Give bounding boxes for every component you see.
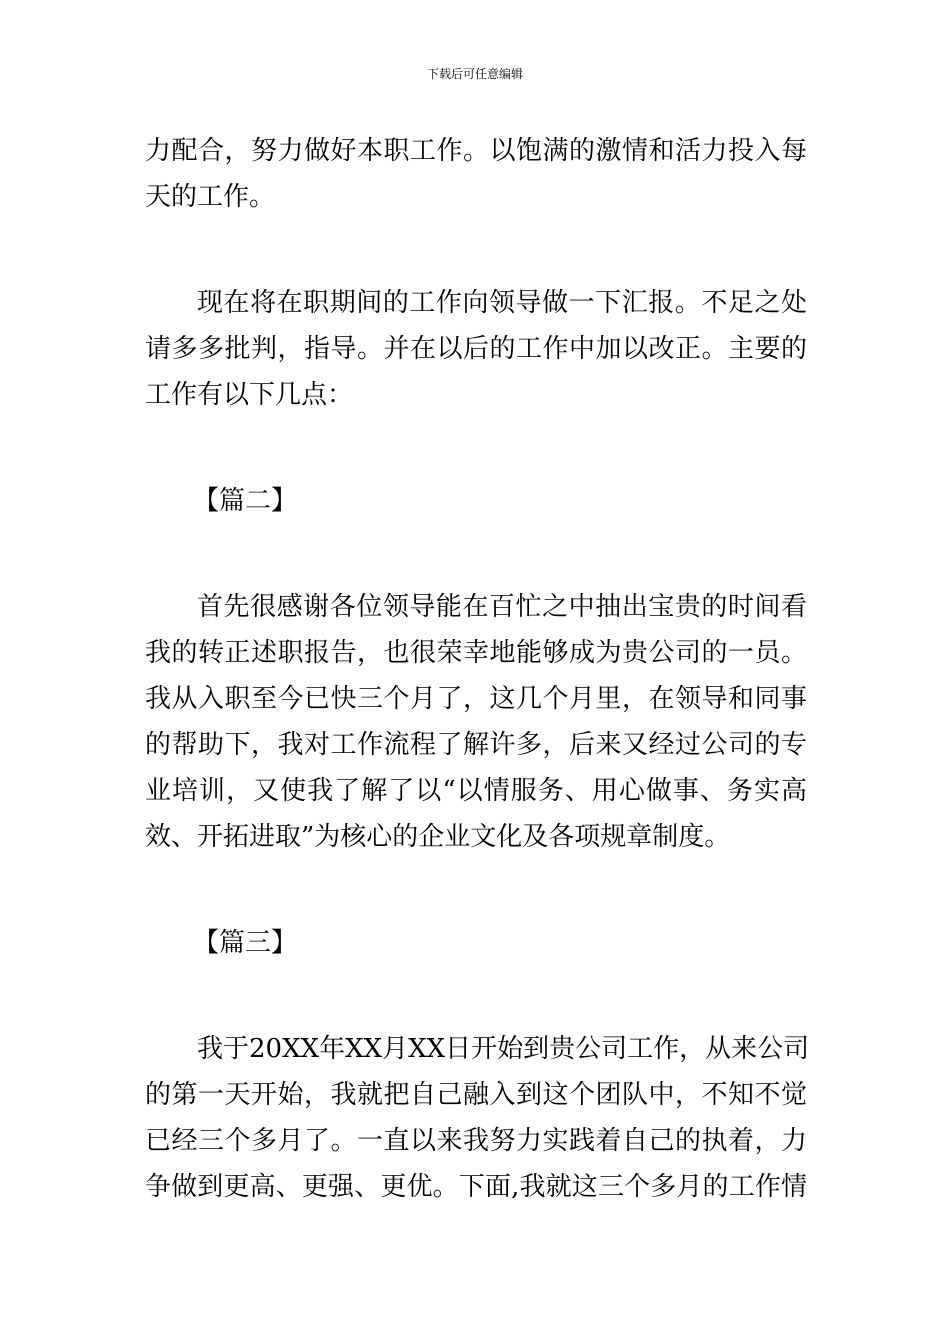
text-line: 争做到更高、更强、更优。下面,我就这三个多月的工作情 — [145, 1172, 807, 1202]
paragraph-continuation — [145, 128, 807, 220]
text-line: 力配合，努力做好本职工作。以饱满的激情和活力投入每 — [145, 136, 807, 166]
section-heading-part-two: 【篇二】 — [193, 486, 298, 516]
text-line: 的帮助下，我对工作流程了解许多，后来又经过公司的专 — [145, 730, 807, 760]
section-heading-part-three: 【篇三】 — [193, 928, 298, 958]
paragraph-gap — [145, 524, 807, 584]
paragraph-gap — [145, 860, 807, 920]
page-header-note: 下载后可任意编辑 — [426, 67, 523, 81]
text-line: 现在将在职期间的工作向领导做一下汇报。不足之处 — [197, 288, 807, 318]
text-line: 首先很感谢各位领导能在百忙之中抽出宝贵的时间看 — [197, 592, 807, 622]
paragraph-gap — [145, 220, 807, 280]
document-body — [145, 128, 810, 1210]
paragraph-part-three — [145, 1026, 810, 1210]
text-line: 我的转正述职报告，也很荣幸地能够成为贵公司的一员。 — [145, 638, 807, 668]
text-line: 请多多批判，指导。并在以后的工作中加以改正。主要的 — [145, 334, 807, 364]
text-line: 的第一天开始，我就把自己融入到这个团队中，不知不觉 — [145, 1080, 807, 1110]
text-line: 天的工作。 — [145, 182, 276, 212]
text-line: 效、开拓进取”为核心的企业文化及各项规章制度。 — [145, 822, 731, 852]
paragraph-gap — [145, 418, 807, 478]
paragraph-report-intro — [145, 280, 807, 418]
text-line: 已经三个多月了。一直以来我努力实践着自己的执着，力 — [145, 1126, 807, 1156]
paragraph-gap — [145, 966, 807, 1026]
text-line: 我于20XX年XX月XX日开始到贵公司工作，从来公司 — [197, 1034, 810, 1064]
paragraph-part-two — [145, 584, 807, 860]
text-line: 我从入职至今已快三个月了，这几个月里，在领导和同事 — [145, 684, 807, 714]
text-line: 工作有以下几点： — [145, 380, 354, 410]
text-line: 业培训，又使我了解了以“以情服务、用心做事、务实高 — [145, 776, 807, 806]
